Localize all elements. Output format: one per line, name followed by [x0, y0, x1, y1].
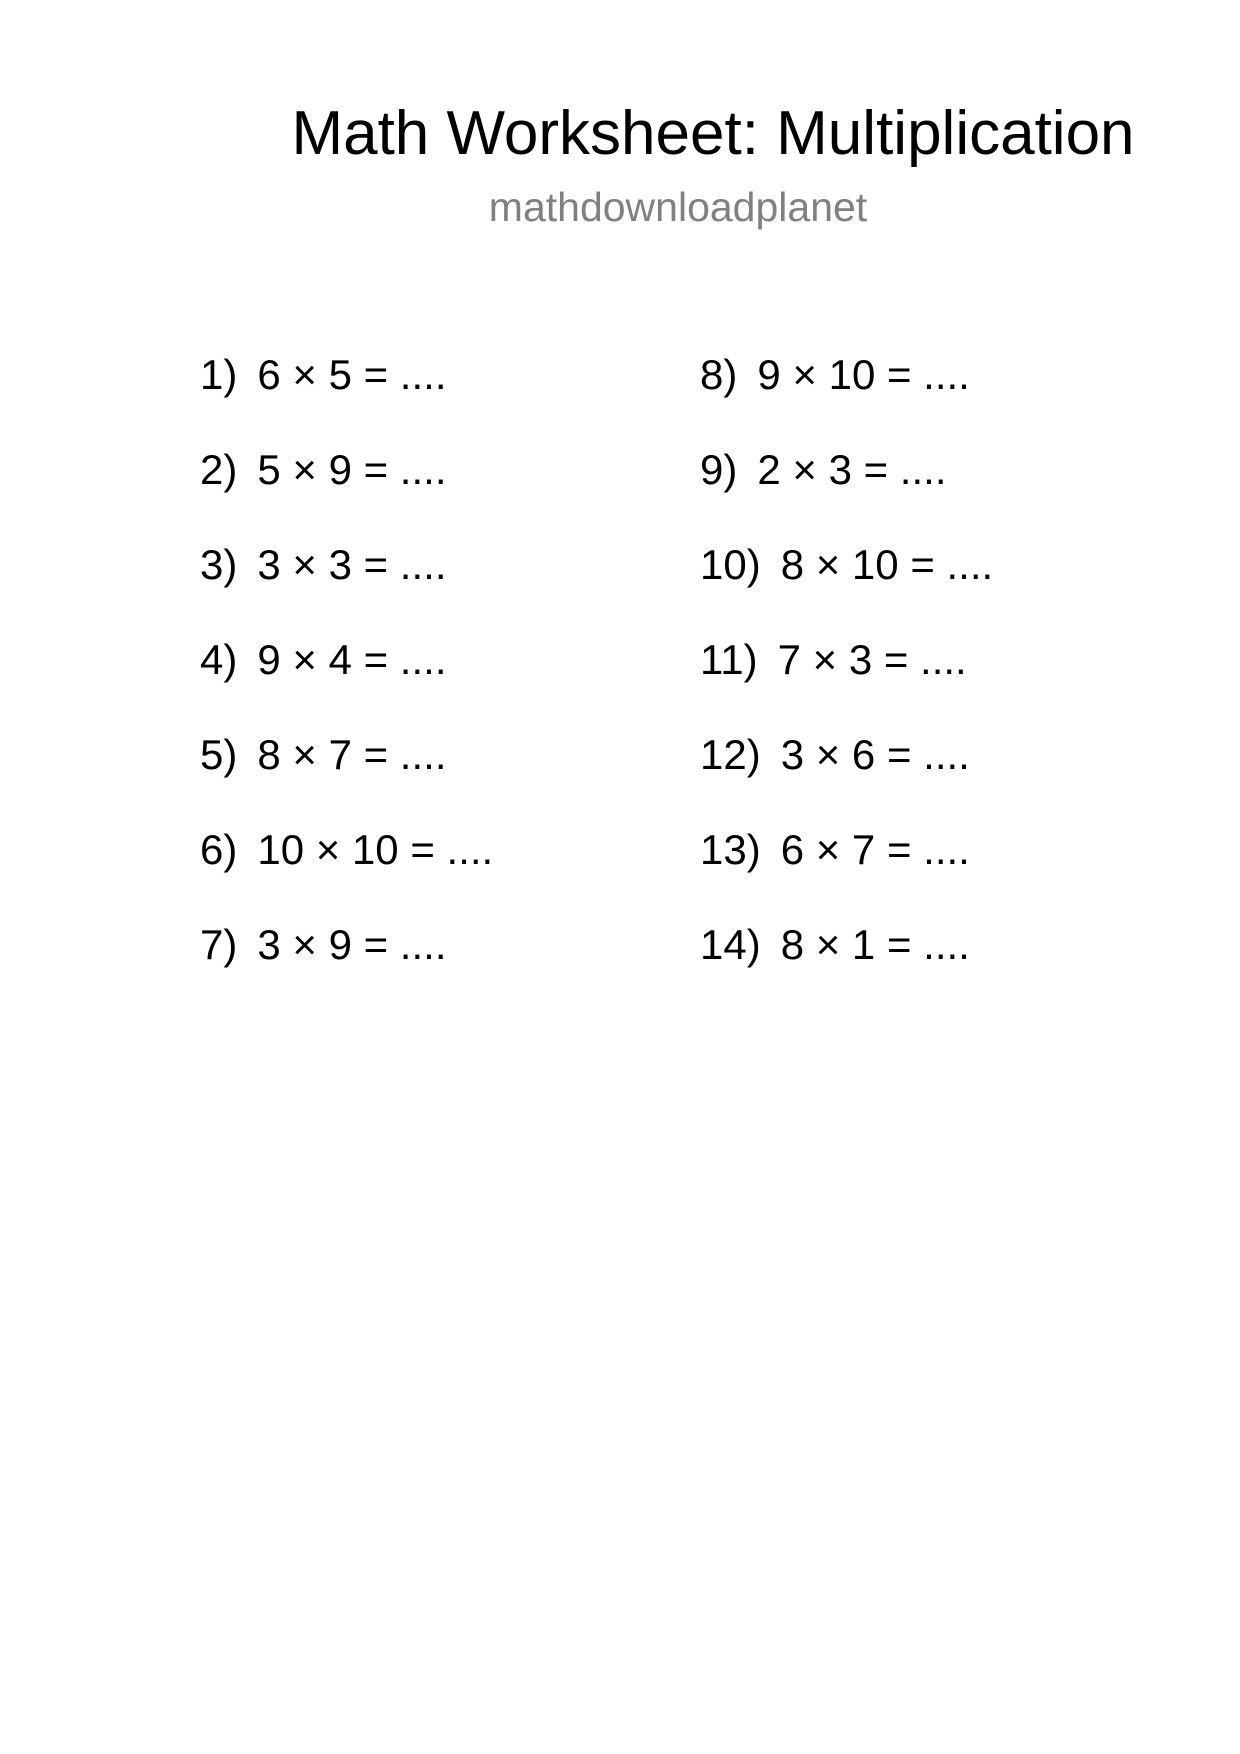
problem-expression: 6 × 5 = .... — [257, 351, 447, 398]
problem-item — [700, 445, 1100, 540]
problem-expression: 7 × 3 = .... — [777, 636, 967, 683]
problem-number: 3) — [200, 541, 238, 588]
problem-number: 11) — [700, 636, 758, 683]
problem-expression: 3 × 6 = .... — [780, 731, 970, 778]
problem-expression: 6 × 7 = .... — [780, 826, 970, 873]
problem-list — [200, 350, 1100, 1015]
problem-expression: 8 × 7 = .... — [257, 731, 447, 778]
problem-item — [200, 540, 700, 635]
problem-number: 8) — [700, 351, 738, 398]
problem-number: 13) — [700, 826, 761, 873]
problem-number: 10) — [700, 541, 761, 588]
problem-number: 6) — [200, 826, 238, 873]
problem-item — [700, 635, 1100, 730]
problem-item — [700, 540, 1100, 635]
problem-expression: 5 × 9 = .... — [257, 446, 447, 493]
problem-expression: 10 × 10 = .... — [257, 826, 494, 873]
problem-item — [200, 635, 700, 730]
problem-number: 7) — [200, 921, 238, 968]
problem-number: 9) — [700, 446, 738, 493]
problem-expression: 9 × 10 = .... — [757, 351, 970, 398]
problem-expression: 2 × 3 = .... — [757, 446, 947, 493]
problem-expression: 8 × 1 = .... — [780, 921, 970, 968]
problem-item — [200, 445, 700, 540]
problem-expression: 3 × 3 = .... — [257, 541, 447, 588]
problem-item — [200, 825, 700, 920]
problem-number: 1) — [200, 351, 238, 398]
problem-item — [700, 825, 1100, 920]
problem-number: 14) — [700, 921, 761, 968]
problem-expression: 3 × 9 = .... — [257, 921, 447, 968]
problem-number: 5) — [200, 731, 238, 778]
problem-expression: 8 × 10 = .... — [780, 541, 994, 588]
problem-item — [700, 730, 1100, 825]
problem-number: 2) — [200, 446, 238, 493]
problem-item — [700, 920, 1100, 1015]
problem-expression: 9 × 4 = .... — [257, 636, 447, 683]
problem-item — [200, 350, 700, 445]
page-title: Math Worksheet: Multiplication — [291, 99, 1135, 168]
problem-item — [200, 920, 700, 1015]
problem-item — [200, 730, 700, 825]
page-subtitle: mathdownloadplanet — [488, 184, 868, 230]
problem-item — [700, 350, 1100, 445]
problem-number: 12) — [700, 731, 761, 778]
problem-number: 4) — [200, 636, 238, 683]
